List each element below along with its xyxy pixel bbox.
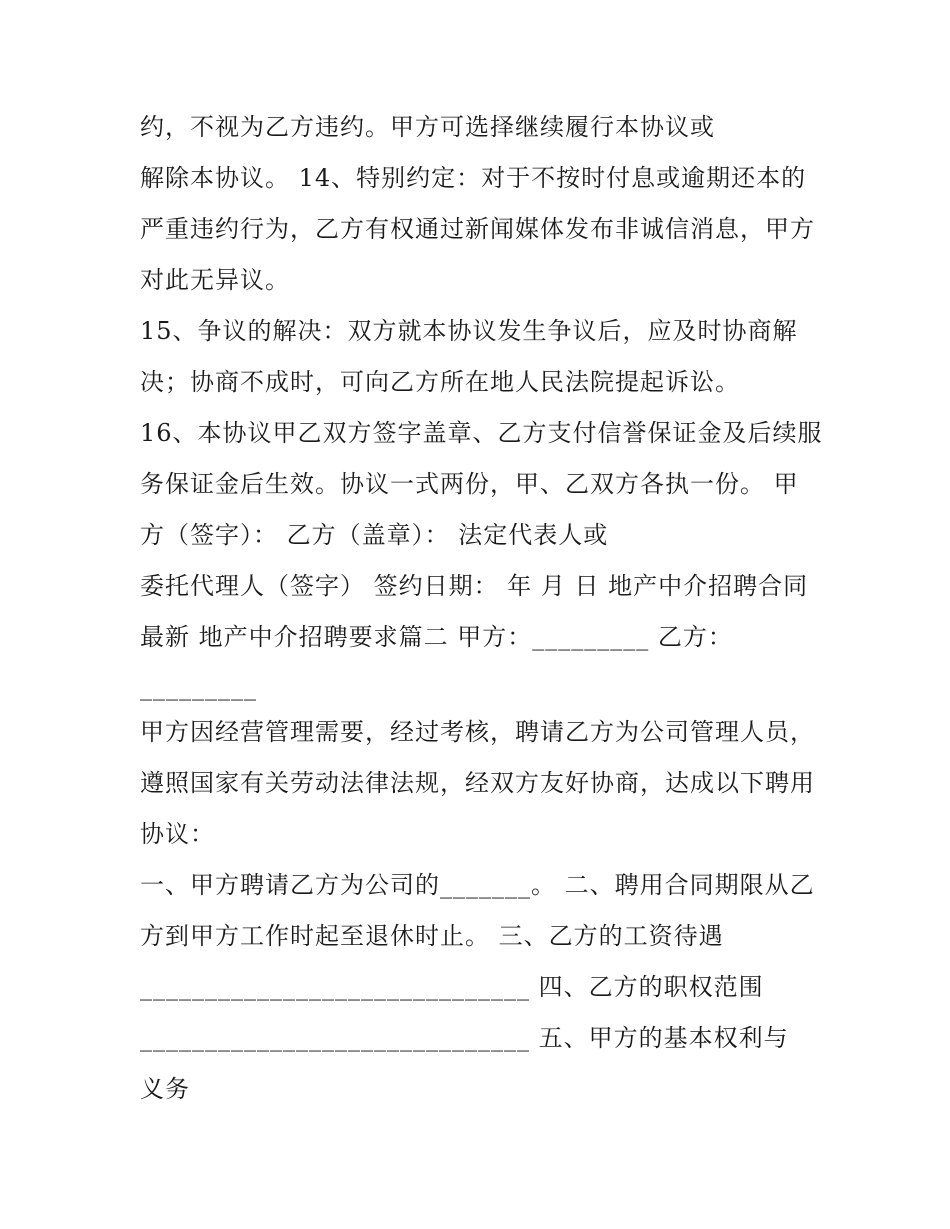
text-line: 15、争议的解决：双方就本协议发生争议后，应及时协商解: [140, 317, 798, 345]
text-line: 决；协商不成时，可向乙方所在地人民法院提起诉讼。: [140, 368, 740, 396]
text-line: 甲方因经营管理需要，经过考核，聘请乙方为公司管理人员，: [140, 718, 815, 746]
text-line: 委托代理人（签字） 签约日期： 年 月 日 地产中介招聘合同: [140, 572, 809, 600]
text-line: ______________________________ 四、乙方的职权范围: [140, 973, 764, 1001]
text-line: 义务: [140, 1075, 190, 1103]
text-line: 解除本协议。 14、特别约定：对于不按时付息或逾期还本的: [140, 164, 807, 192]
text-line: 对此无异议。: [140, 266, 290, 294]
text-line: 约，不视为乙方违约。甲方可选择继续履行本协议或: [140, 113, 715, 141]
text-line: 16、本协议甲乙双方签字盖章、乙方支付信誉保证金及后续服: [140, 419, 823, 447]
text-line: 一、甲方聘请乙方为公司的_______。 二、聘用合同期限从乙: [140, 871, 815, 899]
text-line: 严重违约行为，乙方有权通过新闻媒体发布非诚信消息，甲方: [140, 215, 815, 243]
text-line: ______________________________ 五、甲方的基本权利与: [140, 1024, 789, 1052]
text-line: 方（签字）： 乙方（盖章）： 法定代表人或: [140, 521, 609, 549]
text-line: 务保证金后生效。协议一式两份，甲、乙双方各执一份。 甲: [140, 470, 799, 498]
text-line: 最新 地产中介招聘要求篇二 甲方：_________ 乙方：: [140, 623, 733, 651]
text-line: _________: [140, 673, 257, 701]
text-line: 方到甲方工作时起至退休时止。 三、乙方的工资待遇: [140, 922, 724, 950]
text-line: 遵照国家有关劳动法律法规，经双方友好协商，达成以下聘用: [140, 769, 815, 797]
text-line: 协议：: [140, 820, 215, 848]
